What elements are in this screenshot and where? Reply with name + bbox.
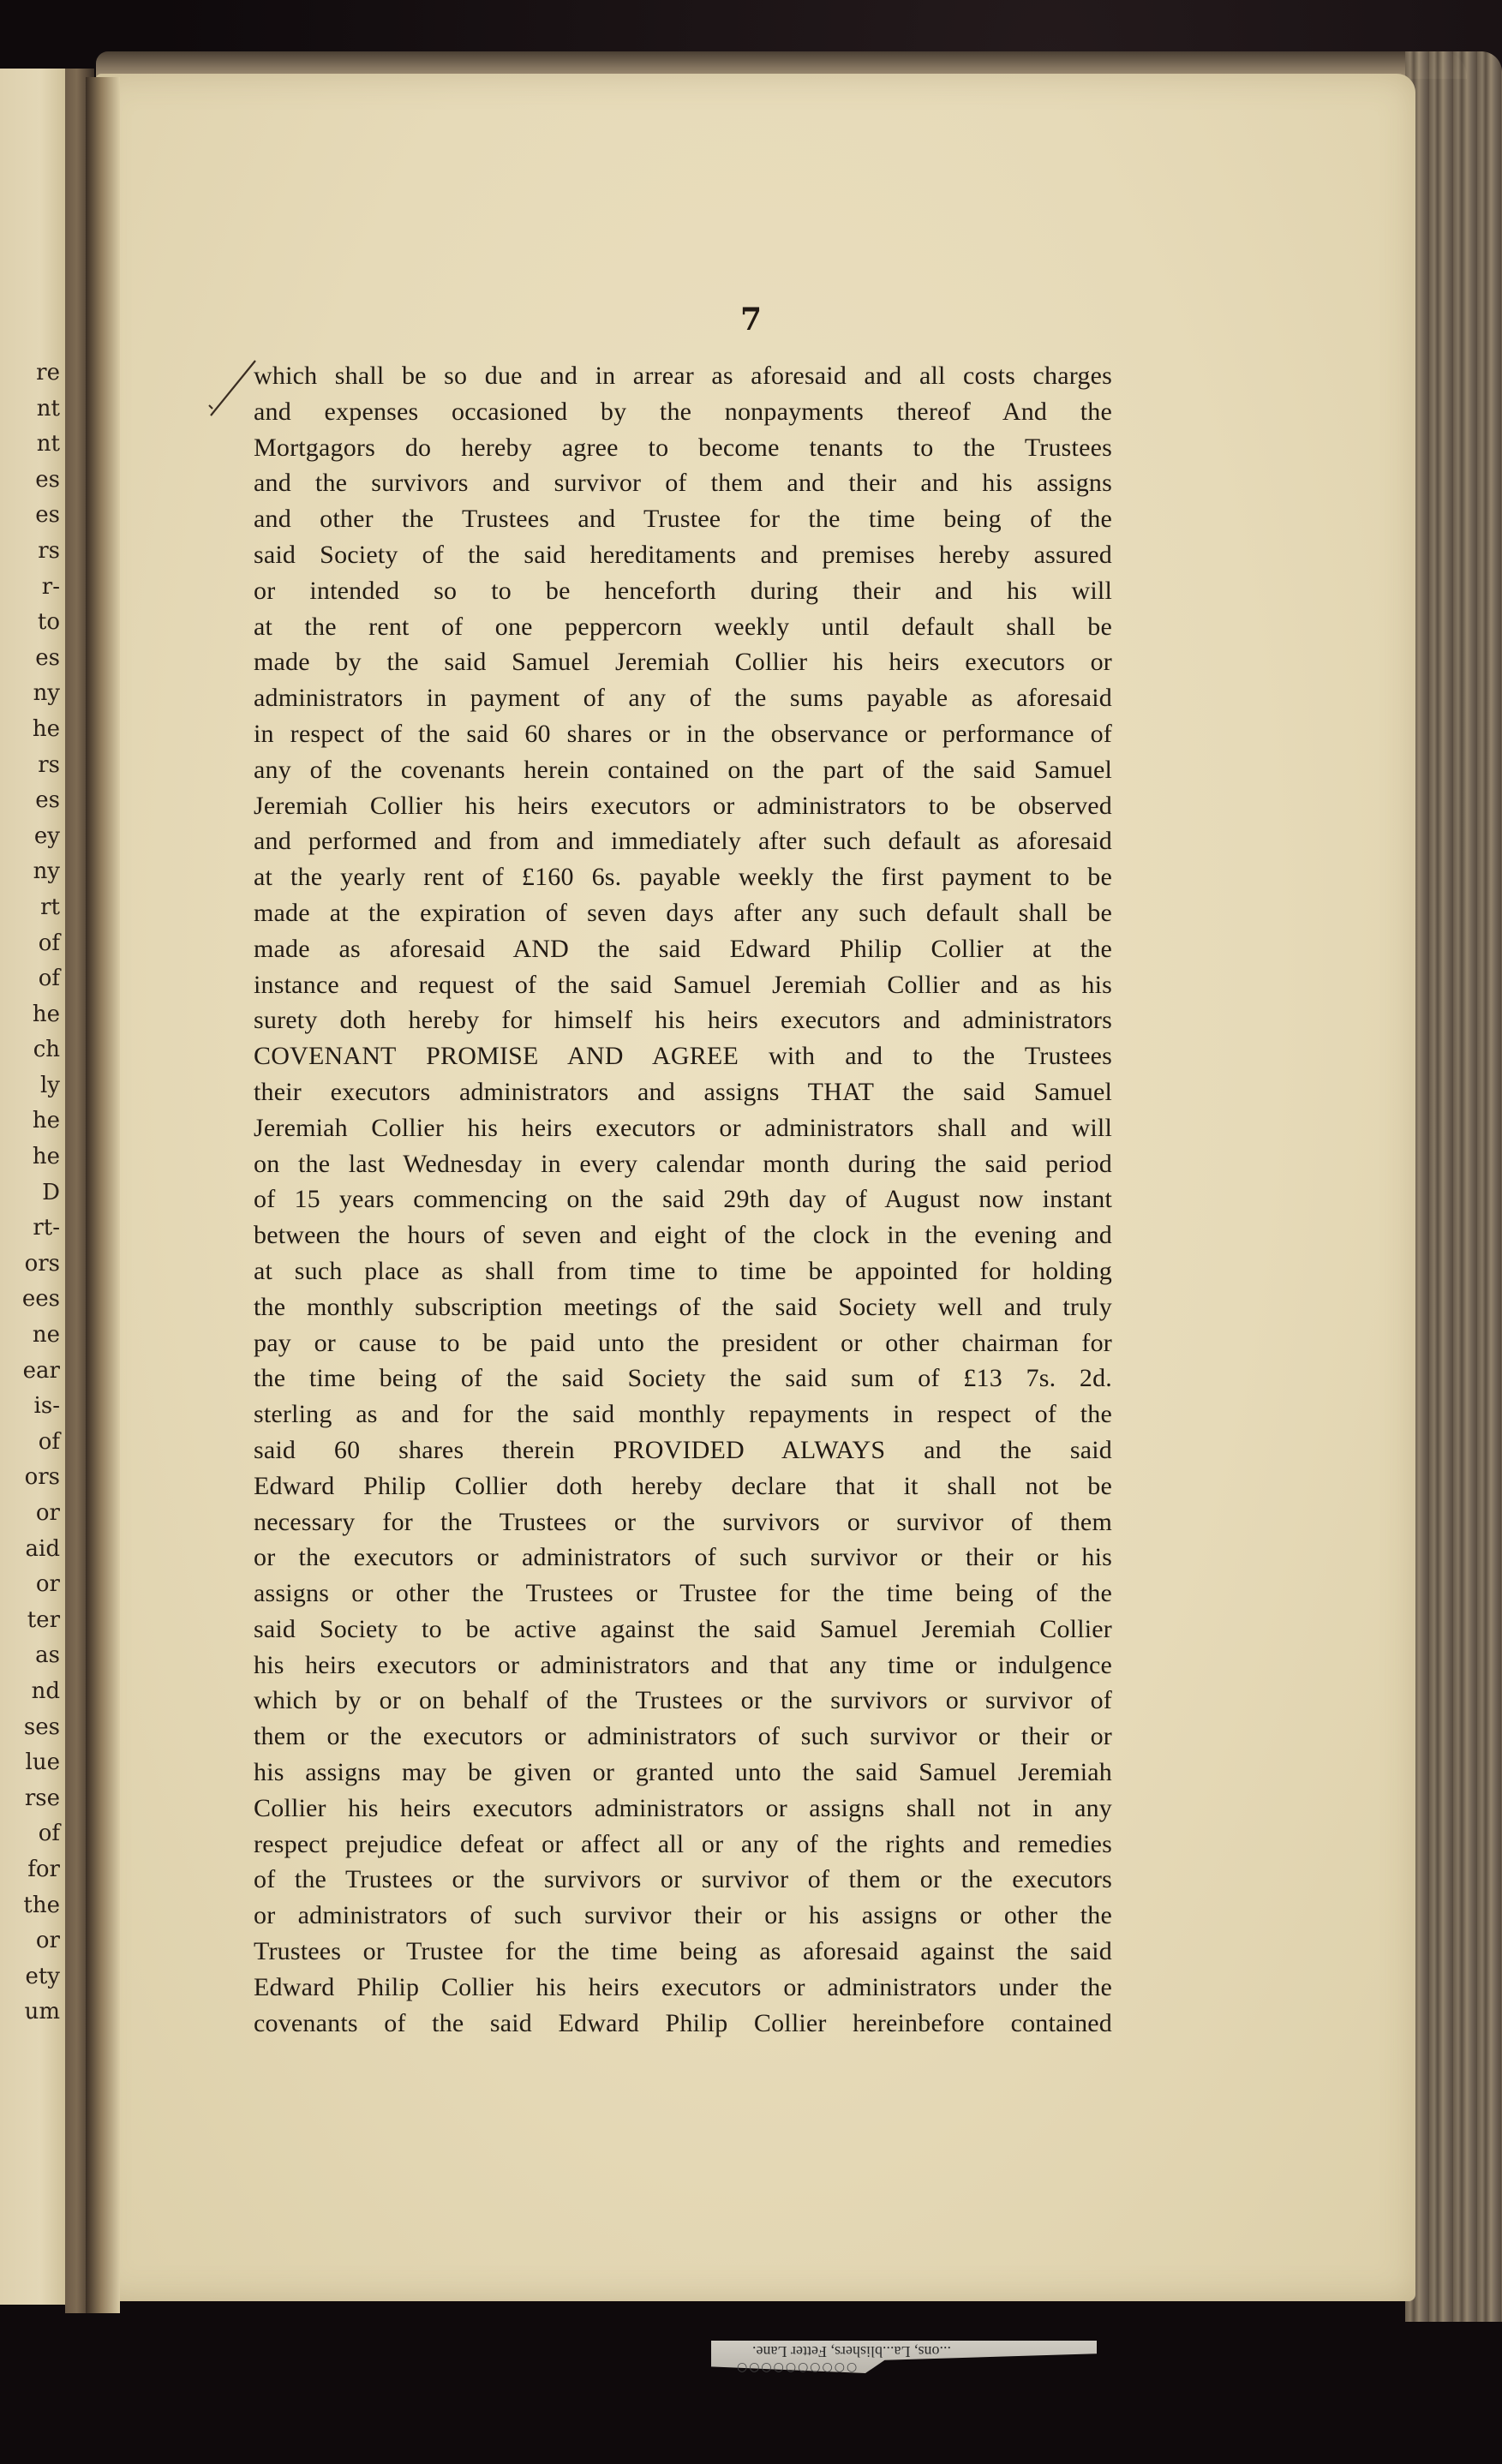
text-line: and the survivors and survivor of them and their and his assigns xyxy=(254,469,1112,498)
left-page-fragment: um xyxy=(24,1999,60,2025)
left-page-fragment: he xyxy=(32,1144,60,1170)
left-page-fragment: es xyxy=(35,787,60,814)
text-line: instance and request of the said Samuel Jeremiah Collier and as his xyxy=(254,970,1112,999)
left-page-fragment: of xyxy=(38,930,60,956)
text-line: said Society of the said hereditaments and premises hereby assured xyxy=(254,540,1112,569)
text-line: made at the expiration of seven days after any such default shall be xyxy=(254,898,1112,927)
text-line: COVENANT PROMISE AND AGREE with and to the Trustees xyxy=(254,1042,1112,1071)
text-line: and performed and from and immediately after such default as aforesaid xyxy=(254,827,1112,856)
left-page-fragment: nd xyxy=(31,1678,60,1704)
left-page-fragment: ey xyxy=(33,822,60,849)
text-line: his heirs executors or administrators and that any time or indulgence xyxy=(254,1650,1112,1679)
left-page-fragment: ch xyxy=(33,1037,60,1063)
left-page-fragment: or xyxy=(35,1928,60,1954)
text-line: their executors administrators and assigns THAT the said Samuel xyxy=(254,1077,1112,1106)
text-line: at the rent of one peppercorn weekly until default shall be xyxy=(254,612,1112,641)
left-page-fragment: aid xyxy=(25,1535,60,1562)
text-line: pay or cause to be paid unto the president or other chairman for xyxy=(254,1328,1112,1357)
left-page-fragment: rs xyxy=(38,537,60,564)
left-page-fragment: ear xyxy=(22,1357,60,1384)
left-page-fragment: rt xyxy=(40,894,60,920)
text-line: Edward Philip Collier doth hereby declare that it shall not be xyxy=(254,1471,1112,1500)
text-line: which shall be so due and in arrear as aforesaid and all costs charges xyxy=(254,362,1112,390)
text-line: said Society to be active against the said Samuel Jeremiah Collier xyxy=(254,1614,1112,1643)
text-line: assigns or other the Trustees or Trustee for the time being of the xyxy=(254,1579,1112,1608)
text-line: respect prejudice defeat or affect all or any of the rights and remedies xyxy=(254,1829,1112,1858)
left-page-fragment: ees xyxy=(21,1286,60,1313)
text-line: in respect of the said 60 shares or in the observance or performance of xyxy=(254,719,1112,748)
left-page-fragment: ors xyxy=(24,1464,60,1491)
text-line: made as aforesaid AND the said Edward Philip Collier at the xyxy=(254,934,1112,963)
text-line: made by the said Samuel Jeremiah Collier his heirs executors or xyxy=(254,648,1112,677)
left-page-fragment: ne xyxy=(32,1322,60,1349)
text-line: the time being of the said Society the said sum of £13 7s. 2d. xyxy=(254,1364,1112,1393)
left-page-fragment: as xyxy=(35,1642,60,1669)
text-line: covenants of the said Edward Philip Collier hereinbefore contained xyxy=(254,2008,1112,2037)
left-page-fragment: he xyxy=(32,1108,60,1134)
left-page-fragment: rse xyxy=(24,1785,60,1811)
left-page-fragment: or xyxy=(35,1500,60,1526)
left-page-fragment: for xyxy=(27,1856,60,1882)
book-gutter-shadow xyxy=(86,77,120,2313)
left-page-fragment: ors xyxy=(24,1250,60,1277)
left-page-fragment: rs xyxy=(38,751,60,778)
left-page-fragment: D xyxy=(42,1179,60,1205)
document-body-text xyxy=(254,358,1112,2041)
text-line: and other the Trustees and Trustee for the time being of the xyxy=(254,505,1112,534)
text-line: of 15 years commencing on the said 29th day of August now instant xyxy=(254,1185,1112,1214)
left-page-fragment: re xyxy=(36,360,60,386)
text-line: Jeremiah Collier his heirs executors or administrators shall and will xyxy=(254,1113,1112,1142)
text-line: on the last Wednesday in every calendar month during the said period xyxy=(254,1149,1112,1178)
text-line: his assigns may be given or granted unto the said Samuel Jeremiah xyxy=(254,1758,1112,1787)
printer-imprint: ...ons, La...blishers, Fetter Lane. xyxy=(752,2343,951,2360)
text-line: or administrators of such survivor their or his assigns or other the xyxy=(254,1901,1112,1930)
left-page-text-fragments xyxy=(0,356,65,2030)
text-line: or intended so to be henceforth during their and his will xyxy=(254,576,1112,605)
text-line: them or the executors or administrators of such survivor or their or xyxy=(254,1722,1112,1751)
left-page-fragment: he xyxy=(32,1001,60,1027)
text-line: which by or on behalf of the Trustees or the survivors or survivor of xyxy=(254,1686,1112,1715)
left-page-fragment: ly xyxy=(39,1072,60,1098)
text-line: at such place as shall from time to time be appointed for holding xyxy=(254,1256,1112,1285)
left-page-fragment: es xyxy=(35,502,60,529)
text-line: necessary for the Trustees or the survivors or survivor of them xyxy=(254,1507,1112,1536)
text-line: and expenses occasioned by the nonpayments thereof And the xyxy=(254,397,1112,426)
left-page-fragment: nt xyxy=(36,395,60,422)
left-page-fragment: the xyxy=(23,1892,60,1918)
left-page-fragment: ses xyxy=(23,1713,60,1740)
text-line: Edward Philip Collier his heirs executors or administrators under the xyxy=(254,1972,1112,2001)
text-line: surety doth hereby for himself his heirs executors and administrators xyxy=(254,1006,1112,1035)
left-page-fragment: ter xyxy=(27,1606,60,1633)
text-line: said 60 shares therein PROVIDED ALWAYS and the said xyxy=(254,1435,1112,1464)
left-page-fragment: of xyxy=(38,1428,60,1455)
left-page-fragment: ny xyxy=(33,858,60,885)
left-page-fragment: lue xyxy=(25,1749,60,1776)
left-page-fragment: is- xyxy=(33,1393,60,1420)
left-page-fragment: he xyxy=(32,715,60,742)
page-number: 7 xyxy=(739,302,763,338)
text-line: Collier his heirs executors administrators or assigns shall not in any xyxy=(254,1793,1112,1822)
left-page-fragment: of xyxy=(38,966,60,992)
text-line: any of the covenants herein contained on the part of the said Samuel xyxy=(254,755,1112,784)
text-line: or the executors or administrators of such survivor or their or his xyxy=(254,1543,1112,1572)
printer-border-ornament: ○○○○○○○○○○ xyxy=(737,2360,859,2374)
left-page-fragment: es xyxy=(35,466,60,493)
left-page-fragment: ny xyxy=(33,680,60,707)
text-line: sterling as and for the said monthly repayments in respect of the xyxy=(254,1400,1112,1429)
left-page-fragment: rt- xyxy=(33,1215,60,1241)
left-page-fragment: es xyxy=(35,644,60,671)
left-page-fragment: of xyxy=(38,1821,60,1847)
text-line: between the hours of seven and eight of the clock in the evening and xyxy=(254,1221,1112,1250)
left-page-fragment: nt xyxy=(36,431,60,458)
left-page-fragment: or xyxy=(35,1571,60,1598)
text-line: at the yearly rent of £160 6s. payable weekly the first payment to be xyxy=(254,863,1112,892)
left-page-fragment: ety xyxy=(25,1963,60,1989)
text-line: of the Trustees or the survivors or survivor of them or the executors xyxy=(254,1865,1112,1894)
left-page-fragment: to xyxy=(37,609,60,636)
text-line: Jeremiah Collier his heirs executors or administrators to be observed xyxy=(254,791,1112,820)
text-line: administrators in payment of any of the sums payable as aforesaid xyxy=(254,684,1112,713)
page-stack-fore-edge xyxy=(1405,51,1502,2322)
text-line: Trustees or Trustee for the time being as aforesaid against the said xyxy=(254,1937,1112,1966)
text-line: Mortgagors do hereby agree to become tenants to the Trustees xyxy=(254,433,1112,462)
text-line: the monthly subscription meetings of the said Society well and truly xyxy=(254,1292,1112,1321)
left-page-fragment: r- xyxy=(41,573,60,600)
